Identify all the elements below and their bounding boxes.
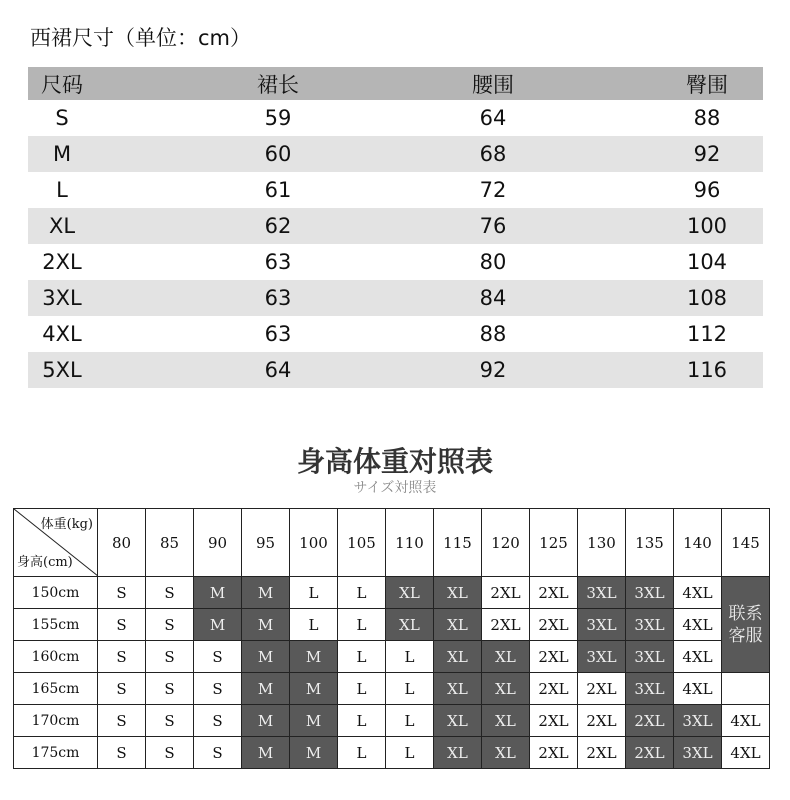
size-cell: L bbox=[338, 705, 386, 737]
weight-header-cell: 140 bbox=[674, 509, 722, 577]
size-cell: 2XL bbox=[530, 609, 578, 641]
table-cell: 80 bbox=[479, 250, 507, 274]
weight-header-row bbox=[14, 509, 770, 577]
weight-header-cell: 80 bbox=[98, 509, 146, 577]
table-row bbox=[14, 737, 770, 769]
height-axis-label: 身高(cm) bbox=[17, 555, 73, 570]
size-cell: S bbox=[194, 641, 242, 673]
table-cell: 2XL bbox=[42, 250, 82, 274]
size-chart-title: 西裙尺寸（单位：cm） bbox=[30, 26, 252, 50]
size-cell: 3XL bbox=[626, 577, 674, 609]
height-weight-chart-title: 身高体重对照表 bbox=[296, 445, 493, 478]
weight-header-cell: 95 bbox=[242, 509, 290, 577]
size-header-row bbox=[28, 67, 763, 100]
size-cell: M bbox=[242, 577, 290, 609]
size-cell: M bbox=[290, 641, 338, 673]
table-cell: 96 bbox=[693, 178, 721, 202]
size-cell: S bbox=[146, 609, 194, 641]
table-cell: 59 bbox=[264, 106, 292, 130]
size-cell: 3XL bbox=[626, 673, 674, 705]
size-cell: 3XL bbox=[626, 641, 674, 673]
table-cell: 5XL bbox=[42, 358, 82, 382]
height-weight-chart-subtitle: サイズ対照表 bbox=[353, 480, 437, 496]
contact-service-cell: 联系 客服 bbox=[722, 577, 770, 673]
table-cell: 61 bbox=[264, 178, 292, 202]
size-cell: S bbox=[146, 673, 194, 705]
weight-header-cell: 85 bbox=[146, 509, 194, 577]
table-cell: 72 bbox=[479, 178, 507, 202]
table-row bbox=[14, 641, 770, 673]
size-cell: XL bbox=[434, 737, 482, 769]
size-cell: 3XL bbox=[578, 641, 626, 673]
height-cell: 150cm bbox=[14, 577, 98, 609]
size-cell: S bbox=[146, 737, 194, 769]
size-cell: 2XL bbox=[578, 737, 626, 769]
table-row bbox=[28, 100, 763, 136]
size-cell: XL bbox=[434, 641, 482, 673]
size-cell: XL bbox=[482, 673, 530, 705]
table-cell: L bbox=[56, 178, 68, 202]
size-cell: S bbox=[98, 641, 146, 673]
table-cell: 64 bbox=[479, 106, 507, 130]
size-cell: S bbox=[194, 673, 242, 705]
weight-header-cell: 120 bbox=[482, 509, 530, 577]
size-cell: XL bbox=[386, 577, 434, 609]
size-cell: L bbox=[386, 737, 434, 769]
table-cell: 62 bbox=[264, 214, 292, 238]
table-row bbox=[14, 609, 770, 641]
table-cell: 116 bbox=[686, 358, 728, 382]
size-cell: XL bbox=[482, 705, 530, 737]
table-row bbox=[28, 208, 763, 244]
size-cell: M bbox=[242, 705, 290, 737]
size-cell bbox=[722, 673, 770, 705]
table-cell: 63 bbox=[264, 250, 292, 274]
size-cell: S bbox=[98, 609, 146, 641]
size-cell: 2XL bbox=[482, 577, 530, 609]
table-cell: 84 bbox=[479, 286, 507, 310]
size-cell: 4XL bbox=[674, 577, 722, 609]
table-row bbox=[28, 352, 763, 388]
size-cell: 4XL bbox=[674, 673, 722, 705]
size-cell: M bbox=[242, 737, 290, 769]
table-cell: 104 bbox=[686, 250, 728, 274]
size-cell: M bbox=[290, 705, 338, 737]
size-cell: 2XL bbox=[530, 705, 578, 737]
weight-axis-label: 体重(kg) bbox=[40, 517, 93, 532]
size-cell: S bbox=[146, 577, 194, 609]
size-cell: 3XL bbox=[578, 577, 626, 609]
table-cell: 64 bbox=[264, 358, 292, 382]
table-cell: 63 bbox=[264, 322, 292, 346]
table-cell: 88 bbox=[479, 322, 507, 346]
header-cell: 裙长 bbox=[257, 72, 299, 97]
table-row bbox=[14, 673, 770, 705]
height-weight-table bbox=[13, 508, 770, 769]
table-cell: 88 bbox=[693, 106, 721, 130]
height-cell: 170cm bbox=[14, 705, 98, 737]
table-cell: 108 bbox=[686, 286, 728, 310]
size-cell: M bbox=[290, 737, 338, 769]
size-cell: XL bbox=[386, 609, 434, 641]
size-cell: 3XL bbox=[626, 609, 674, 641]
weight-header-cell: 90 bbox=[194, 509, 242, 577]
size-cell: XL bbox=[434, 609, 482, 641]
size-cell: M bbox=[242, 673, 290, 705]
height-cell: 165cm bbox=[14, 673, 98, 705]
weight-header-cell: 130 bbox=[578, 509, 626, 577]
size-cell: 4XL bbox=[674, 641, 722, 673]
size-cell: L bbox=[386, 641, 434, 673]
size-cell: S bbox=[98, 705, 146, 737]
size-cell: M bbox=[242, 609, 290, 641]
table-cell: XL bbox=[48, 214, 76, 238]
size-cell: 3XL bbox=[578, 609, 626, 641]
size-cell: 2XL bbox=[482, 609, 530, 641]
corner-cell bbox=[14, 509, 98, 577]
size-cell: L bbox=[290, 609, 338, 641]
size-cell: 4XL bbox=[722, 705, 770, 737]
size-cell: 2XL bbox=[578, 705, 626, 737]
table-cell: 60 bbox=[264, 142, 292, 166]
size-cell: 3XL bbox=[674, 737, 722, 769]
table-cell: 92 bbox=[479, 358, 507, 382]
size-cell: XL bbox=[434, 673, 482, 705]
table-cell: S bbox=[55, 106, 69, 130]
weight-header-cell: 105 bbox=[338, 509, 386, 577]
size-cell: 2XL bbox=[578, 673, 626, 705]
weight-header-cell: 135 bbox=[626, 509, 674, 577]
size-cell: S bbox=[146, 641, 194, 673]
header-cell: 腰围 bbox=[472, 72, 514, 97]
table-cell: 100 bbox=[686, 214, 728, 238]
header-cell: 臀围 bbox=[686, 72, 728, 97]
size-cell: 2XL bbox=[530, 641, 578, 673]
size-cell: L bbox=[338, 609, 386, 641]
size-cell: S bbox=[194, 737, 242, 769]
size-cell: S bbox=[194, 705, 242, 737]
size-cell: M bbox=[194, 609, 242, 641]
table-row bbox=[28, 172, 763, 208]
size-cell: 3XL bbox=[674, 705, 722, 737]
size-cell: 2XL bbox=[530, 577, 578, 609]
size-cell: L bbox=[338, 673, 386, 705]
size-cell: L bbox=[386, 705, 434, 737]
size-cell: 4XL bbox=[722, 737, 770, 769]
weight-header-cell: 115 bbox=[434, 509, 482, 577]
table-row bbox=[28, 280, 763, 316]
table-cell: 63 bbox=[264, 286, 292, 310]
weight-header-cell: 110 bbox=[386, 509, 434, 577]
size-cell: M bbox=[290, 673, 338, 705]
size-cell: S bbox=[146, 705, 194, 737]
size-cell: M bbox=[194, 577, 242, 609]
size-cell: L bbox=[338, 641, 386, 673]
size-chart-table bbox=[28, 67, 763, 388]
size-cell: XL bbox=[482, 641, 530, 673]
size-cell: 2XL bbox=[530, 737, 578, 769]
weight-header-cell: 145 bbox=[722, 509, 770, 577]
table-cell: 68 bbox=[479, 142, 507, 166]
table-cell: 3XL bbox=[42, 286, 82, 310]
table-cell: M bbox=[52, 142, 72, 166]
size-cell: 4XL bbox=[674, 609, 722, 641]
table-row bbox=[28, 244, 763, 280]
table-cell: 76 bbox=[479, 214, 507, 238]
size-cell: XL bbox=[482, 737, 530, 769]
table-cell: 4XL bbox=[42, 322, 82, 346]
size-cell: L bbox=[338, 577, 386, 609]
table-row bbox=[14, 577, 770, 609]
height-cell: 155cm bbox=[14, 609, 98, 641]
size-cell: L bbox=[290, 577, 338, 609]
size-cell: M bbox=[242, 641, 290, 673]
height-cell: 160cm bbox=[14, 641, 98, 673]
table-row bbox=[28, 136, 763, 172]
size-cell: S bbox=[98, 673, 146, 705]
header-cell: 尺码 bbox=[41, 72, 83, 97]
size-cell: 2XL bbox=[530, 673, 578, 705]
table-cell: 92 bbox=[693, 142, 721, 166]
size-cell: XL bbox=[434, 705, 482, 737]
table-cell: 112 bbox=[686, 322, 728, 346]
size-cell: L bbox=[386, 673, 434, 705]
weight-header-cell: 100 bbox=[290, 509, 338, 577]
weight-header-cell: 125 bbox=[530, 509, 578, 577]
size-cell: XL bbox=[434, 577, 482, 609]
size-cell: 2XL bbox=[626, 737, 674, 769]
table-row bbox=[28, 316, 763, 352]
size-cell: S bbox=[98, 577, 146, 609]
size-cell: 2XL bbox=[626, 705, 674, 737]
size-cell: S bbox=[98, 737, 146, 769]
size-cell: L bbox=[338, 737, 386, 769]
table-row bbox=[14, 705, 770, 737]
height-cell: 175cm bbox=[14, 737, 98, 769]
